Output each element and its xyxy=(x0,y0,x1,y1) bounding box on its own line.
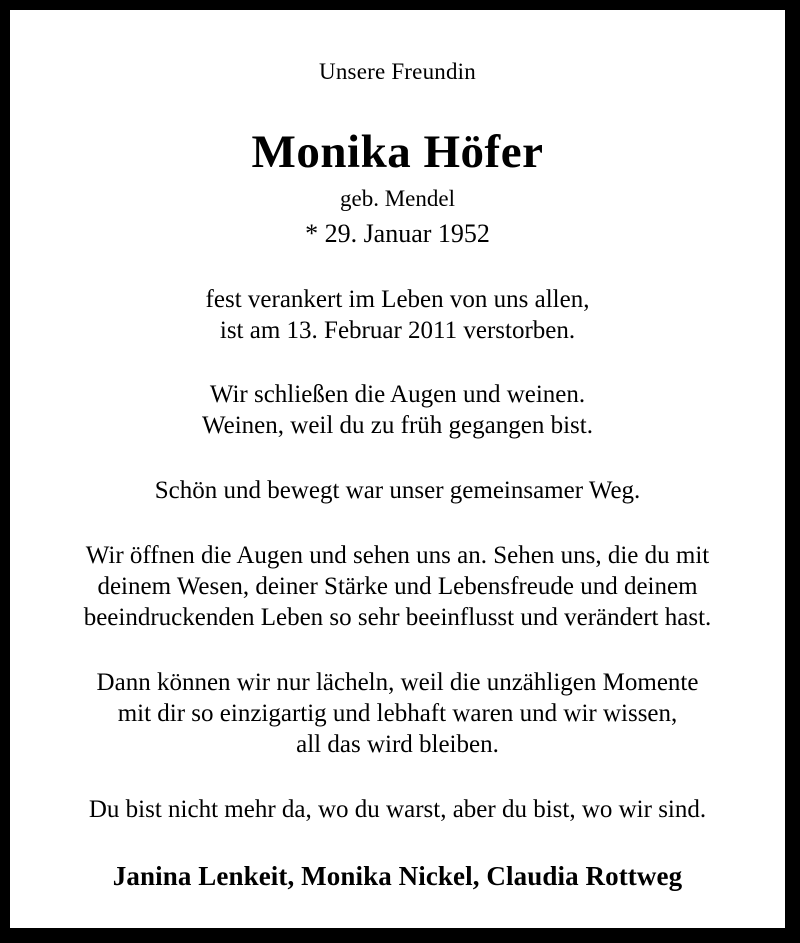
verse-block-1 xyxy=(28,250,767,346)
verse-line: ist am 13. Februar 2011 verstorben. xyxy=(219,317,576,344)
verse-line: mit dir so einzigartig und lebhaft waren und wir wissen, xyxy=(117,700,678,727)
verse-line: Schön und bewegt war unser gemeinsamer Weg. xyxy=(154,477,641,504)
verse-line: all das wird bleiben. xyxy=(296,731,499,758)
name-block xyxy=(28,86,767,250)
verse-line: Weinen, weil du zu früh gegangen bist. xyxy=(202,412,593,439)
obituary-notice-card xyxy=(10,10,785,928)
verse-line: deinem Wesen, deiner Stärke und Lebensfreude und deinem xyxy=(97,573,698,600)
survivors-block xyxy=(28,825,767,893)
verse-block-2 xyxy=(28,346,767,441)
maiden-name: geb. Mendel xyxy=(340,186,455,211)
verse-block-4 xyxy=(28,506,767,633)
verse-line: beeindruckenden Leben so sehr beeinflusst und verändert hast. xyxy=(83,604,712,631)
verse-line: Wir öffnen die Augen und sehen uns an. Sehen uns, die du mit xyxy=(85,542,710,569)
survivors-names: Janina Lenkeit, Monika Nickel, Claudia Rottweg xyxy=(112,861,683,891)
verse-line: Wir schließen die Augen und weinen. xyxy=(209,381,586,408)
verse-line: Du bist nicht mehr da, wo du warst, aber du bist, wo wir sind. xyxy=(88,796,707,823)
verse-block-6 xyxy=(28,760,767,825)
intro-block xyxy=(28,10,767,86)
verse-line: Dann können wir nur lächeln, weil die unzähligen Momente xyxy=(96,669,699,696)
deceased-name: Monika Höfer xyxy=(251,126,544,178)
relationship-intro: Unsere Freundin xyxy=(319,59,476,84)
verse-block-3 xyxy=(28,441,767,506)
birth-date-line: * 29. Januar 1952 xyxy=(305,219,490,248)
verse-line: fest verankert im Leben von uns allen, xyxy=(205,286,590,313)
verse-block-5 xyxy=(28,633,767,760)
